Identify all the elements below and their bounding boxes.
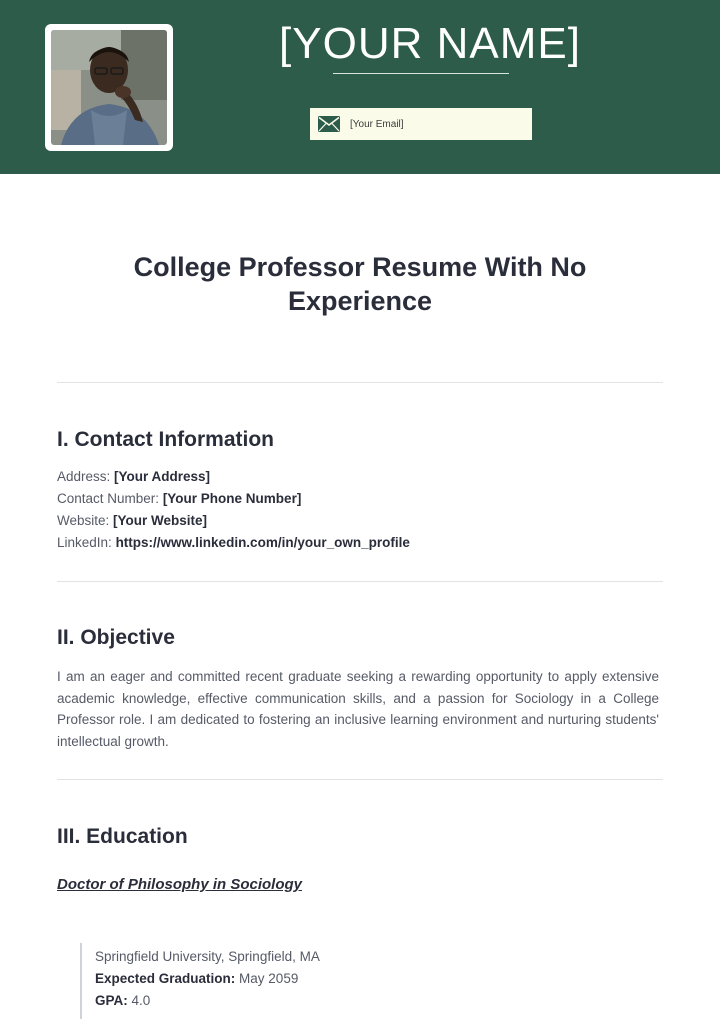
divider xyxy=(57,779,663,780)
gpa-line xyxy=(95,991,150,1011)
address-line xyxy=(57,467,210,487)
divider xyxy=(57,382,663,383)
header-band xyxy=(0,0,720,174)
email-box xyxy=(310,108,532,140)
linkedin-value: https://www.linkedin.com/in/your_own_profile xyxy=(115,535,410,550)
phone-label: Contact Number: xyxy=(57,491,160,506)
divider xyxy=(57,581,663,582)
graduation-value: May 2059 xyxy=(239,971,299,986)
address-value: [Your Address] xyxy=(114,469,211,484)
objective-heading: II. Objective xyxy=(57,626,175,649)
document-title-line-2: Experience xyxy=(287,286,433,316)
linkedin-label: LinkedIn: xyxy=(57,535,112,550)
education-heading: III. Education xyxy=(57,825,188,848)
degree-title: Doctor of Philosophy in Sociology xyxy=(57,876,303,893)
objective-text: I am an eager and committed recent graduate seeking a rewarding opportunity to apply extensive academic knowledge, effective communication skills, and a passion for Sociology in a College Professor role. I am dedicated to fostering an inclusive learning environment and nurturing students' intellectual growth. xyxy=(57,669,659,750)
gpa-label: GPA: xyxy=(95,993,128,1008)
website-label: Website: xyxy=(57,513,110,528)
email-text: [Your Email] xyxy=(350,118,404,130)
gpa-value: 4.0 xyxy=(131,993,151,1008)
contact-heading: I. Contact Information xyxy=(57,428,274,451)
profile-photo-frame xyxy=(45,24,173,151)
envelope-icon xyxy=(318,116,340,132)
institution-line: Springfield University, Springfield, MA xyxy=(95,949,320,964)
profile-photo xyxy=(51,30,167,145)
education-accent-bar xyxy=(80,943,82,1019)
applicant-name: [YOUR NAME] xyxy=(279,19,581,68)
linkedin-line xyxy=(57,533,410,553)
document-title-line-1: College Professor Resume With No xyxy=(133,252,587,282)
document-title xyxy=(60,250,660,318)
graduation-label: Expected Graduation: xyxy=(95,971,236,986)
website-line xyxy=(57,511,207,531)
phone-line xyxy=(57,489,301,509)
name-underline xyxy=(333,73,509,74)
graduation-line xyxy=(95,969,298,989)
address-label: Address: xyxy=(57,469,111,484)
website-value: [Your Website] xyxy=(113,513,208,528)
phone-value: [Your Phone Number] xyxy=(162,491,302,506)
